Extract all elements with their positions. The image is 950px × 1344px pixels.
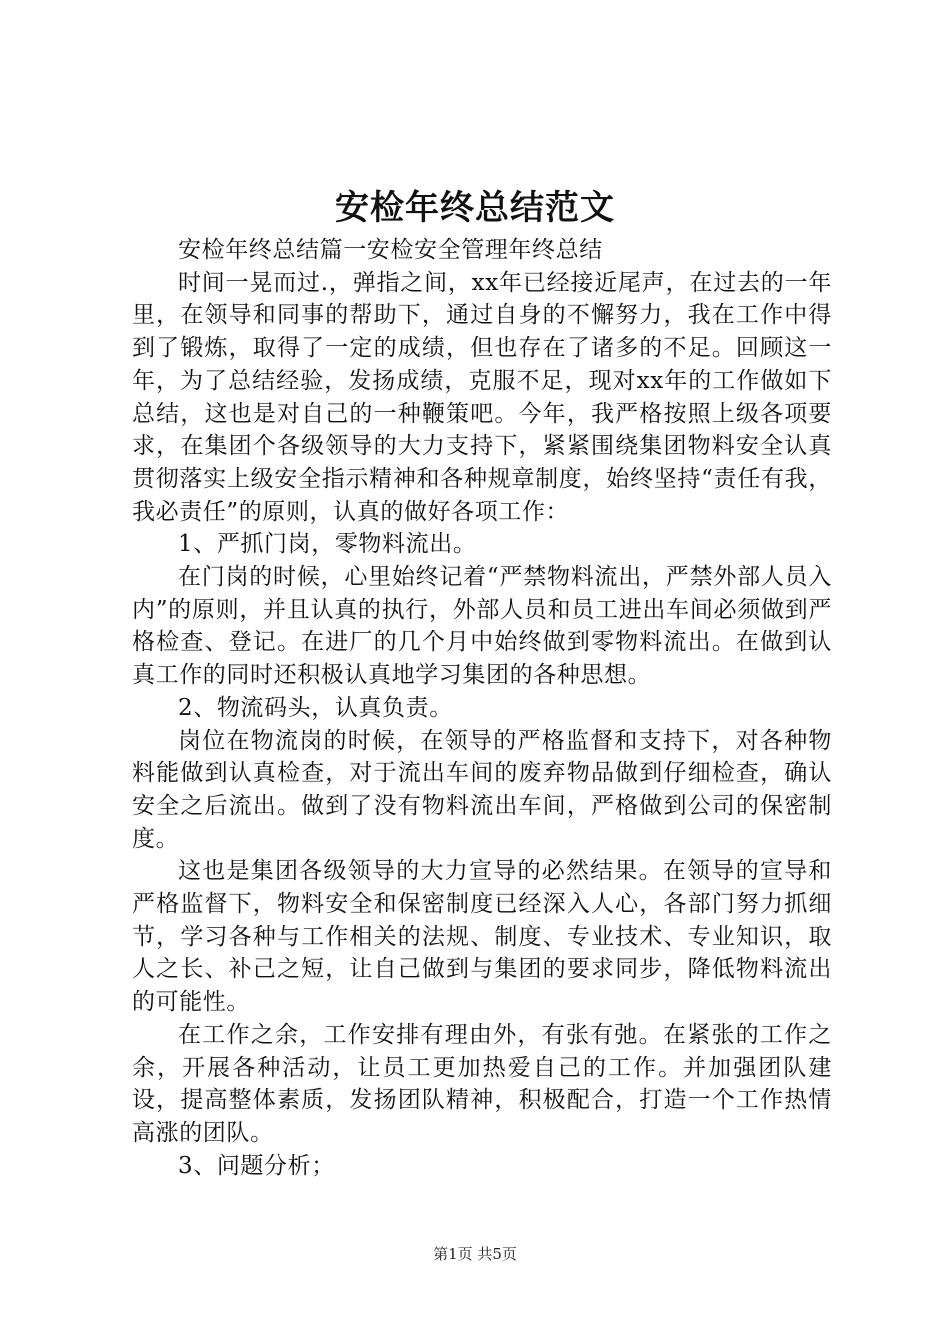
- section-heading-1: 1、严抓门岗，零物料流出。: [178, 531, 477, 558]
- document-body: [132, 234, 832, 1182]
- document-title: 安检年终总结范文: [335, 188, 615, 228]
- paragraph-gate-post: 在门岗的时候，心里始终记着“严禁物料流出，严禁外部人员入内”的原则，并且认真的执行，外部人员和员工进出车间必须做到严格检查、登记。在进厂的几个月中始终做到零物料流出。在做到认真工作的同时还积极认真地学习集团的各种思想。: [132, 564, 832, 689]
- paragraph-logistics: 岗位在物流岗的时候，在领导的严格监督和支持下，对各种物料能做到认真检查，对于流出车间的废弃物品做到仔细检查，确认安全之后流出。做到了没有物料流出车间，严格做到公司的保密制度。: [132, 727, 832, 852]
- paragraph-leadership: 这也是集团各级领导的大力宣导的必然结果。在领导的宣导和严格监督下，物料安全和保密制度已经深入人心，各部门努力抓细节，学习各种与工作相关的法规、制度、专业技术、专业知识，取人之长、补己之短，让自己做到与集团的要求同步，降低物料流出的可能性。: [132, 858, 832, 1016]
- section-heading-2: 2、物流码头，认真负责。: [178, 694, 453, 721]
- paragraph-subtitle: 安检年终总结篇一安检安全管理年终总结: [178, 237, 603, 263]
- paragraph-team: 在工作之余，工作安排有理由外，有张有弛。在紧张的工作之余，开展各种活动，让员工更加热爱自己的工作。并加强团队建设，提高整体素质，发扬团队精神，积极配合，打造一个工作热情高涨的团队。: [132, 1021, 832, 1146]
- page-number-footer: 第1页 共5页: [433, 1245, 517, 1263]
- section-heading-3: 3、问题分析；: [178, 1152, 335, 1179]
- paragraph-intro: 时间一晃而过.，弹指之间，xx年已经接近尾声，在过去的一年里，在领导和同事的帮助下，通过自身的不懈努力，我在工作中得到了锻炼，取得了一定的成绩，但也存在了诸多的不足。回顾这一年，为了总结经验，发扬成绩，克服不足，现对xx年的工作做如下总结，这也是对自己的一种鞭策吧。今年，我严格按照上级各项要求，在集团个各级领导的大力支持下，紧紧围绕集团物料安全认真贯彻落实上级安全指示精神和各种规章制度，始终坚持“责任有我，我必责任”的原则，认真的做好各项工作：: [132, 269, 832, 525]
